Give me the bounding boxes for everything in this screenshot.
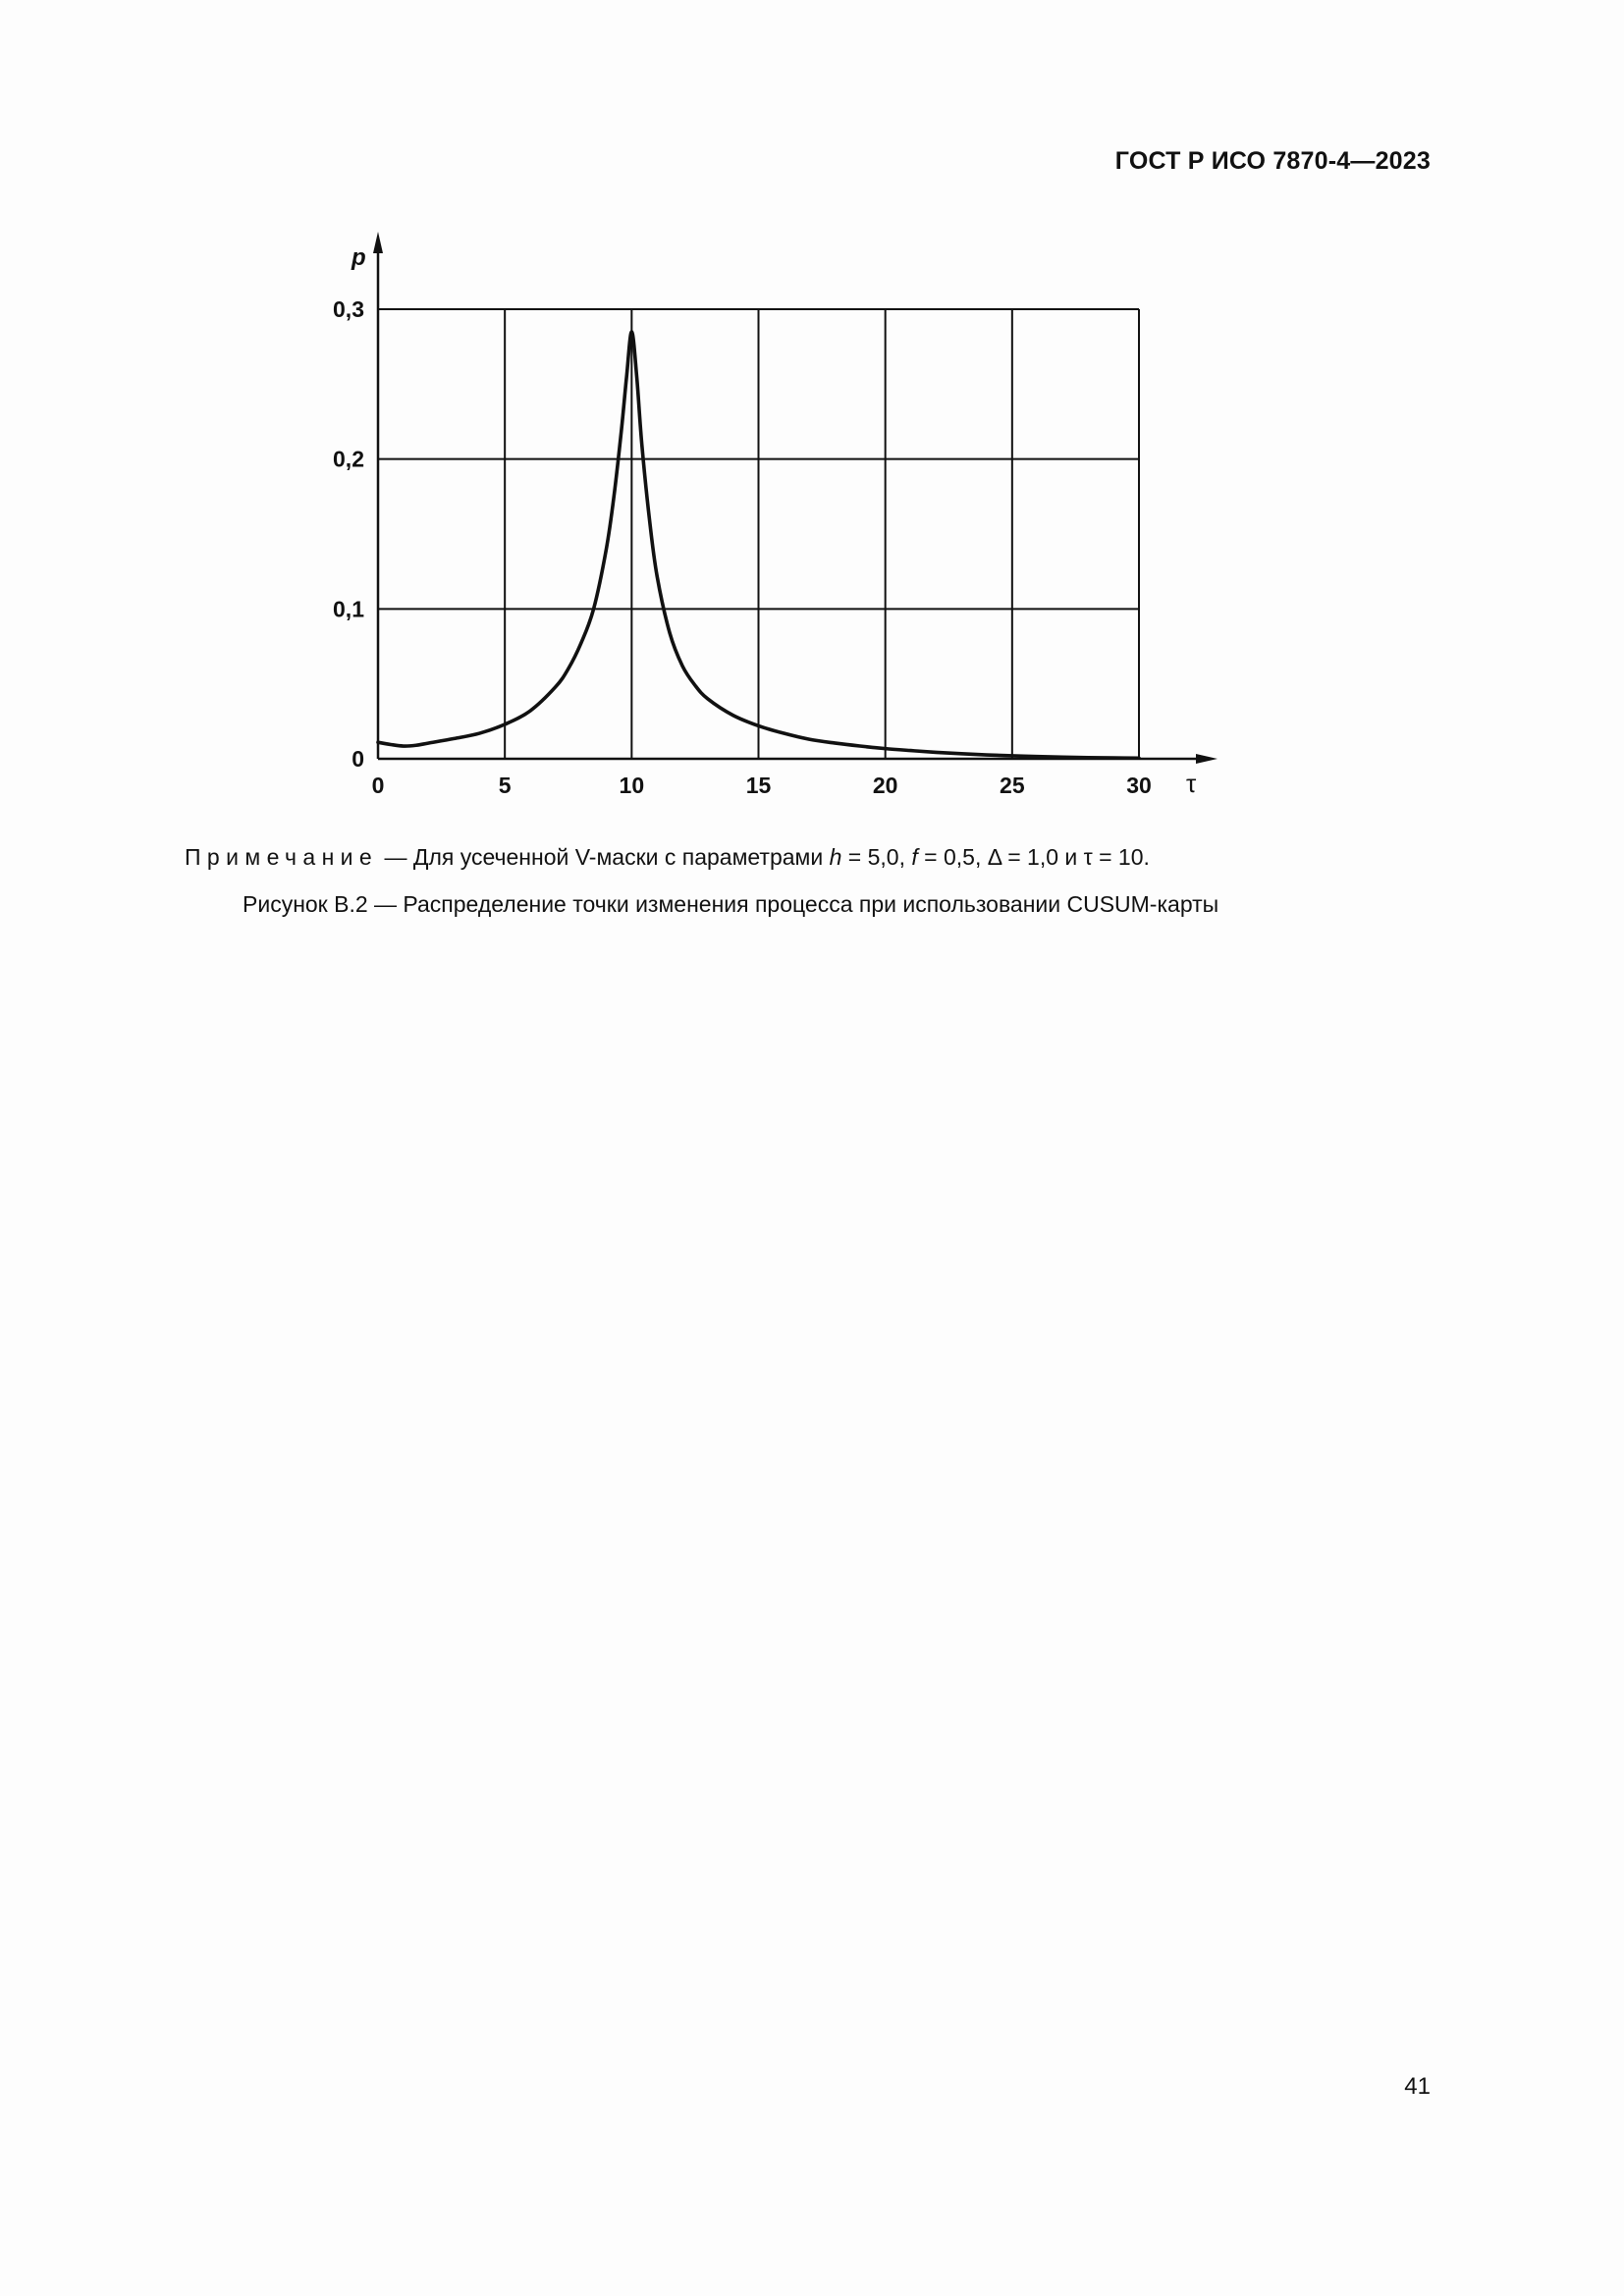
- x-tick-label: 5: [498, 773, 512, 798]
- x-tick-label: 10: [619, 773, 645, 798]
- chart-grid: [378, 309, 1139, 759]
- figure-caption: Рисунок В.2 — Распределение точки изменения процесса при использовании CUSUM-карты: [243, 891, 1219, 917]
- y-tick-label: 0,3: [333, 296, 364, 322]
- note-text: — Для усеченной V-маски с параметрами: [378, 844, 830, 870]
- y-tick-label: 0: [352, 746, 364, 772]
- y-tick-label: 0,2: [333, 446, 364, 472]
- y-tick-label: 0,1: [333, 596, 364, 622]
- note-h-symbol: h: [829, 844, 842, 870]
- y-axis-arrow-icon: [373, 232, 383, 253]
- chart-labels: [351, 244, 1197, 798]
- x-tick-label: 20: [872, 773, 898, 798]
- note-label: Примечание: [185, 844, 379, 870]
- page-number: 41: [1404, 2073, 1431, 2100]
- document-header: ГОСТ Р ИСО 7870-4—2023: [1114, 147, 1431, 175]
- note-f-symbol: f: [911, 844, 918, 870]
- x-tick-label: 30: [1126, 773, 1152, 798]
- x-tick-label: 15: [745, 773, 772, 798]
- chart-axes: [373, 232, 1218, 764]
- chart-ticks: [333, 296, 1152, 798]
- note-h-value: = 5,0,: [841, 844, 912, 870]
- x-tick-label: 0: [371, 773, 385, 798]
- y-axis-label: p: [352, 244, 366, 271]
- x-tick-label: 25: [1000, 773, 1025, 798]
- note-rest: = 0,5, Δ = 1,0 и τ = 10.: [917, 844, 1150, 870]
- x-axis-label: τ: [1186, 769, 1197, 798]
- change-point-distribution-chart: [0, 0, 1624, 825]
- figure-note: [185, 844, 1150, 871]
- x-axis-arrow-icon: [1196, 754, 1218, 764]
